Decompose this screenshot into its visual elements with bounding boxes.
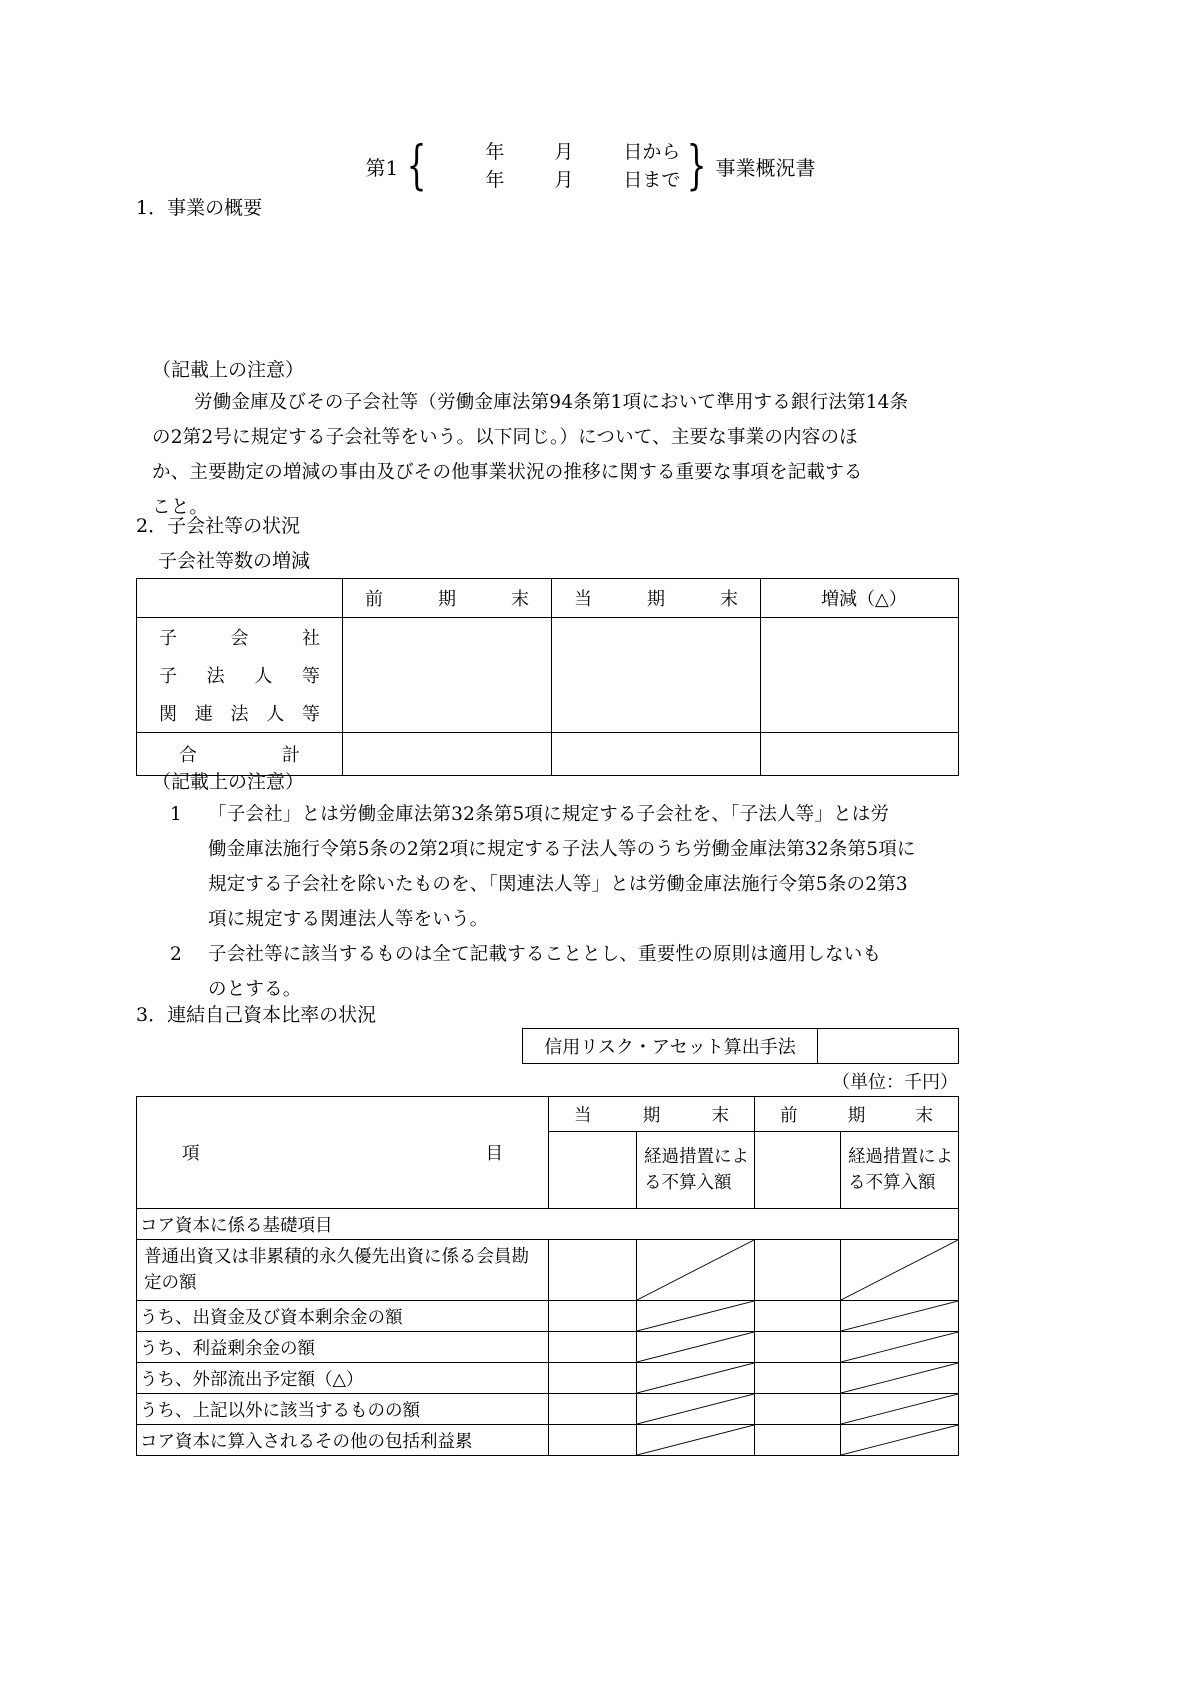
row-label-core-capital-base: コア資本に係る基礎項目 — [137, 1209, 959, 1240]
note1-line-0: 「子会社」とは労働金庫法第32条第5項に規定する子会社を、「子法人等」とは労 — [208, 804, 890, 825]
cur-part2: 末 — [711, 1105, 729, 1126]
cell-retained-prev[interactable] — [755, 1332, 841, 1363]
cell-subsidiary-current[interactable] — [552, 618, 761, 733]
row-label-accumulated-oci: コア資本に算入されるその他の包括利益累 — [137, 1425, 549, 1456]
note2-number: 2 — [170, 944, 182, 965]
title-prefix: 第1 — [365, 155, 399, 180]
col0-part0: 前 — [365, 589, 383, 610]
row2-part0: 関 — [159, 704, 177, 725]
diagonal-strike-icon — [841, 1240, 958, 1300]
section1-notes-body — [152, 385, 908, 525]
cell-total-change[interactable] — [761, 733, 959, 776]
column-header-change — [761, 579, 959, 618]
item-header-part1: 目 — [485, 1144, 503, 1164]
table-row — [137, 618, 959, 657]
table-row — [137, 1363, 959, 1394]
prev-amount-subheader — [755, 1132, 841, 1209]
cell-oci-current[interactable] — [549, 1425, 637, 1456]
cell-common-equity-current-trans[interactable] — [637, 1240, 755, 1301]
section1-note-line-1: の2第2号に規定する子会社等をいう。以下同じ。）について、主要な事業の内容のほ — [152, 427, 858, 448]
row1-part3: 等 — [301, 666, 320, 687]
brace-close-icon: } — [687, 136, 707, 196]
cell-retained-current-trans[interactable] — [637, 1332, 755, 1363]
cell-outflow-prev-trans[interactable] — [841, 1363, 959, 1394]
title-line1-day: 日から — [623, 141, 681, 163]
col0-part1: 期 — [438, 589, 456, 610]
cell-subsidiary-prev[interactable] — [343, 618, 552, 733]
cell-outflow-current-trans[interactable] — [637, 1363, 755, 1394]
cell-common-equity-prev[interactable] — [755, 1240, 841, 1301]
column-header-current-term — [549, 1097, 755, 1132]
column-header-prev-term — [343, 579, 552, 618]
col2-part0: 増 — [821, 589, 839, 610]
section1-note-line-3: こと。 — [152, 497, 209, 518]
row-label-retained-earnings: うち、利益剰余金の額 — [137, 1332, 549, 1363]
row-label-common-equity — [137, 1240, 549, 1301]
diagonal-strike-icon — [841, 1363, 958, 1393]
section1-notes-heading: （記載上の注意） — [152, 359, 305, 381]
col0-part2: 末 — [511, 589, 529, 610]
row2-part2: 法 — [230, 704, 249, 725]
title-line2-day: 日まで — [623, 169, 681, 191]
cell-other-current-trans[interactable] — [637, 1394, 755, 1425]
row-label-affiliated-corp — [137, 694, 343, 733]
corner-cell — [137, 579, 343, 618]
title-suffix: 事業概況書 — [715, 155, 816, 180]
subsidiary-count-table — [136, 578, 959, 776]
cell-oci-prev-trans[interactable] — [841, 1425, 959, 1456]
cell-outflow-prev[interactable] — [755, 1363, 841, 1394]
table-row — [137, 1301, 959, 1332]
diagonal-strike-icon — [841, 1394, 958, 1424]
item-header-part0: 項 — [182, 1144, 200, 1164]
section2-note-2 — [170, 937, 881, 1007]
section2-note-1 — [170, 797, 916, 937]
cell-capital-surplus-prev[interactable] — [755, 1301, 841, 1332]
section2-heading: 2．子会社等の状況 — [136, 515, 301, 537]
cur-part1: 期 — [642, 1105, 661, 1126]
row2-part1: 連 — [194, 704, 213, 725]
current-amount-subheader — [549, 1132, 637, 1209]
title-date-block — [433, 138, 680, 194]
row-label-external-outflow: うち、外部流出予定額（△） — [137, 1363, 549, 1394]
note1-line-2: 規定する子会社を除いたものを、「関連法人等」とは労働金庫法施行令第5条の2第3 — [208, 874, 908, 895]
row-label-capital-surplus: うち、出資金及び資本剰余金の額 — [137, 1301, 549, 1332]
section2-subheading: 子会社等数の増減 — [158, 550, 311, 572]
note1-number: 1 — [170, 804, 182, 825]
row-label-subsidiary — [137, 618, 343, 657]
title-line2-year: 年 — [485, 169, 505, 191]
prev-part2: 末 — [915, 1105, 933, 1126]
section1-note-line-2: か、主要勘定の増減の事由及びその他事業状況の推移に関する重要な事項を記載する — [152, 462, 863, 483]
diagonal-strike-icon — [637, 1363, 754, 1393]
table-header-row — [137, 579, 959, 618]
row1-part0: 子 — [159, 666, 177, 687]
row0-part2: 社 — [302, 628, 320, 649]
column-header-current-term — [552, 579, 761, 618]
table-row — [137, 1209, 959, 1240]
row-label-common-equity-text: 普通出資又は非累積的永久優先出資に係る会員勘定の額 — [144, 1247, 529, 1293]
item-column-header — [137, 1097, 549, 1209]
cell-total-prev[interactable] — [343, 733, 552, 776]
table-row — [523, 1029, 959, 1064]
table-row — [137, 1332, 959, 1363]
note1-line-3: 項に規定する関連法人等をいう。 — [208, 909, 489, 930]
section1-note-line-0: 労働金庫及びその子会社等（労働金庫法第94条第1項において準用する銀行法第14条 — [194, 392, 909, 413]
table-header-row — [137, 1097, 959, 1132]
prev-part1: 期 — [847, 1105, 866, 1126]
col2-part1: 減（△） — [839, 589, 907, 610]
cell-other-current[interactable] — [549, 1394, 637, 1425]
cell-retained-current[interactable] — [549, 1332, 637, 1363]
row1-part2: 人 — [254, 666, 273, 687]
col1-part1: 期 — [647, 589, 665, 610]
diagonal-strike-icon — [637, 1240, 754, 1300]
diagonal-strike-icon — [637, 1301, 754, 1331]
column-header-prev-term — [755, 1097, 959, 1132]
prev-transitional-subheader — [841, 1132, 959, 1209]
title-line1-month: 月 — [554, 141, 574, 163]
row-label-other-applicable: うち、上記以外に該当するものの額 — [137, 1394, 549, 1425]
total-part1: 計 — [282, 745, 300, 766]
section3-heading: 3．連結自己資本比率の状況 — [136, 1004, 377, 1026]
cell-capital-surplus-current-trans[interactable] — [637, 1301, 755, 1332]
row-label-child-corp — [137, 656, 343, 694]
note2-line-0: 子会社等に該当するものは全て記載することとし、重要性の原則は適用しないも — [208, 944, 882, 965]
total-part0: 合 — [179, 745, 197, 766]
col1-part0: 当 — [574, 589, 592, 610]
cell-other-prev-trans[interactable] — [841, 1394, 959, 1425]
credit-risk-method-value[interactable] — [818, 1029, 959, 1064]
credit-risk-method-label: 信用リスク・アセット算出手法 — [523, 1029, 818, 1064]
row2-part4: 等 — [302, 704, 320, 725]
prev-part0: 前 — [780, 1105, 798, 1126]
cur-part0: 当 — [574, 1105, 592, 1126]
cell-retained-prev-trans[interactable] — [841, 1332, 959, 1363]
cell-total-current[interactable] — [552, 733, 761, 776]
unit-note: （単位：千円） — [832, 1072, 958, 1093]
cell-outflow-current[interactable] — [549, 1363, 637, 1394]
diagonal-strike-icon — [841, 1332, 958, 1362]
diagonal-strike-icon — [841, 1301, 958, 1331]
table-row — [137, 1425, 959, 1456]
row0-part0: 子 — [159, 628, 177, 649]
capital-ratio-table — [136, 1096, 959, 1456]
section2-notes-heading: （記載上の注意） — [152, 771, 305, 793]
section1-heading: 1．事業の概要 — [136, 197, 263, 219]
prev-transitional-label: 経過措置による不算入額 — [848, 1147, 953, 1193]
current-transitional-subheader — [637, 1132, 755, 1209]
col1-part2: 末 — [720, 589, 738, 610]
cell-capital-surplus-prev-trans[interactable] — [841, 1301, 959, 1332]
cell-oci-current-trans[interactable] — [637, 1425, 755, 1456]
note1-line-1: 働金庫法施行令第5条の2第2項に規定する子法人等のうち労働金庫法第32条第5項に — [208, 839, 916, 860]
diagonal-strike-icon — [637, 1332, 754, 1362]
document-title — [0, 138, 1181, 194]
row0-part1: 会 — [230, 628, 249, 649]
row2-part3: 人 — [266, 704, 285, 725]
diagonal-strike-icon — [841, 1425, 958, 1455]
credit-risk-method-table — [522, 1028, 959, 1064]
table-row — [137, 1240, 959, 1301]
cell-subsidiary-change[interactable] — [761, 618, 959, 733]
cell-common-equity-prev-trans[interactable] — [841, 1240, 959, 1301]
cell-oci-prev[interactable] — [755, 1425, 841, 1456]
current-transitional-label: 経過措置による不算入額 — [644, 1147, 749, 1193]
cell-common-equity-current[interactable] — [549, 1240, 637, 1301]
brace-open-icon: { — [406, 136, 427, 196]
table-row — [137, 1394, 959, 1425]
diagonal-strike-icon — [637, 1394, 754, 1424]
title-line1-year: 年 — [485, 141, 505, 163]
row1-part1: 法 — [206, 666, 225, 687]
note2-line-1: のとする。 — [208, 979, 302, 1000]
diagonal-strike-icon — [637, 1425, 754, 1455]
title-line2-month: 月 — [554, 169, 574, 191]
cell-capital-surplus-current[interactable] — [549, 1301, 637, 1332]
cell-other-prev[interactable] — [755, 1394, 841, 1425]
